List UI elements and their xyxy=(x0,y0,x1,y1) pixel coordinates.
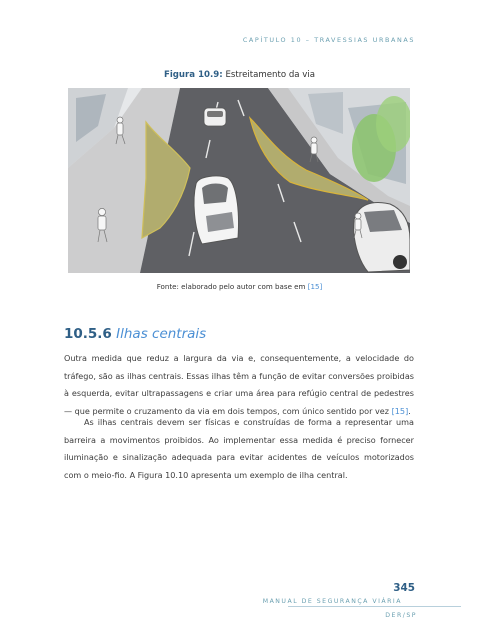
manual-title: MANUAL DE SEGURANÇA VIÁRIA xyxy=(262,598,402,605)
figure-caption: Estreitamento da via xyxy=(225,70,316,80)
chapter-header: CAPÍTULO 10 – TRAVESSIAS URBANAS xyxy=(242,36,415,44)
source-text: Fonte: elaborado pelo autor com base em xyxy=(156,282,306,291)
figure-title xyxy=(0,70,479,80)
source-reference-link[interactable]: [15] xyxy=(307,282,323,291)
section-heading xyxy=(64,326,206,342)
paragraph-1-end: . xyxy=(408,405,411,416)
page-number: 345 xyxy=(393,582,415,594)
paragraph-2 xyxy=(64,414,414,484)
figure-source xyxy=(0,282,479,291)
far-car xyxy=(204,108,226,126)
paragraph-1-text: Outra medida que reduz a largura da via e, consequentemente, a velocidade do tráfego, são as ilhas centrais. Essas ilhas têm a função de evitar conversões proibidas à esquerda, evitar ultrapassagens e criar uma área para refúgio central de pedestres — que permite o cruzamento da via em dois tempos, com único sentido por vez xyxy=(64,353,414,416)
reference-link[interactable]: [15] xyxy=(391,405,409,416)
paragraph-2-text: As ilhas centrais devem ser físicas e construídas de forma a representar uma barreira a movimentos proibidos. Ao implementar essa medida é preciso fornecer iluminação e sinalização adequada para evitar acidentes de veículos motorizados com o meio-fio. A Figura 10.10 apresenta um exemplo de ilha central. xyxy=(64,417,414,480)
organization: DER/SP xyxy=(385,612,417,619)
paragraph-1 xyxy=(64,350,414,420)
road-narrowing-illustration xyxy=(68,88,410,273)
center-car xyxy=(194,176,239,244)
figure-label: Figura 10.9: xyxy=(163,70,223,80)
footer-divider xyxy=(288,606,461,607)
section-number: 10.5.6 xyxy=(64,326,112,342)
section-title: Ilhas centrais xyxy=(116,326,207,342)
